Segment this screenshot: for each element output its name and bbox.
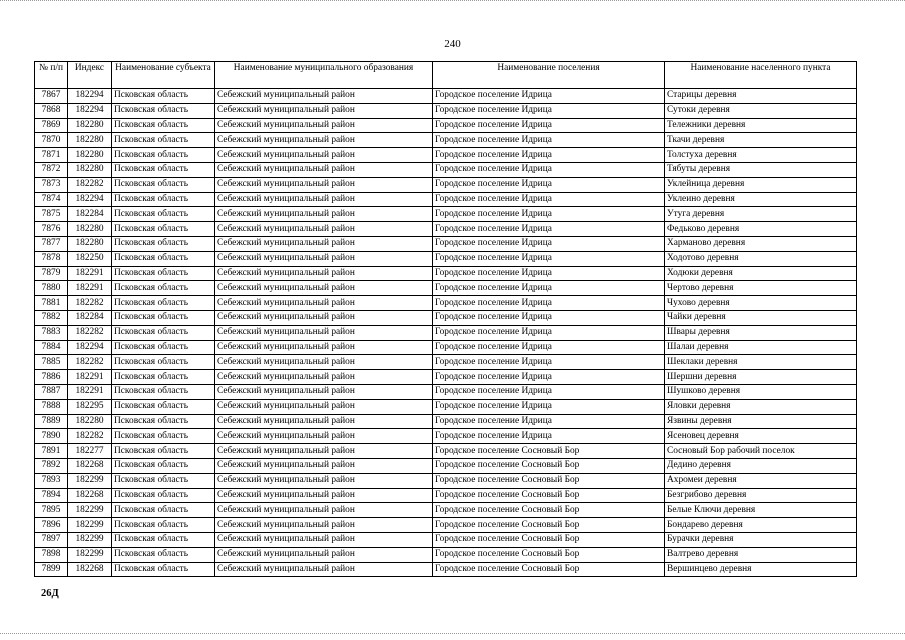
table-row — [35, 296, 857, 311]
cell-locality: Чайки деревня — [665, 310, 857, 325]
table-row — [35, 251, 857, 266]
cell-settlement: Городское поселение Идрица — [433, 340, 665, 355]
cell-settlement: Городское поселение Идрица — [433, 251, 665, 266]
table-row — [35, 562, 857, 577]
table-row — [35, 399, 857, 414]
cell-locality: Тябуты деревня — [665, 162, 857, 177]
cell-municipality: Себежский муниципальный район — [215, 503, 433, 518]
cell-subject: Псковская область — [112, 355, 215, 370]
cell-subject: Псковская область — [112, 562, 215, 577]
cell-subject: Псковская область — [112, 414, 215, 429]
cell-subject: Псковская область — [112, 473, 215, 488]
cell-municipality: Себежский муниципальный район — [215, 296, 433, 311]
cell-subject: Псковская область — [112, 429, 215, 444]
cell-municipality: Себежский муниципальный район — [215, 103, 433, 118]
cell-municipality: Себежский муниципальный район — [215, 355, 433, 370]
cell-postal-index: 182268 — [68, 562, 112, 577]
cell-row-number: 7886 — [35, 370, 68, 385]
cell-settlement: Городское поселение Сосновый Бор — [433, 458, 665, 473]
table-row — [35, 414, 857, 429]
cell-subject: Псковская область — [112, 133, 215, 148]
cell-row-number: 7892 — [35, 458, 68, 473]
cell-postal-index: 182295 — [68, 399, 112, 414]
cell-settlement: Городское поселение Идрица — [433, 148, 665, 163]
cell-municipality: Себежский муниципальный район — [215, 251, 433, 266]
cell-settlement: Городское поселение Идрица — [433, 399, 665, 414]
cell-postal-index: 182277 — [68, 444, 112, 459]
cell-row-number: 7890 — [35, 429, 68, 444]
cell-municipality: Себежский муниципальный район — [215, 89, 433, 104]
cell-municipality: Себежский муниципальный район — [215, 340, 433, 355]
cell-settlement: Городское поселение Идрица — [433, 281, 665, 296]
cell-municipality: Себежский муниципальный район — [215, 162, 433, 177]
cell-locality: Безгрибово деревня — [665, 488, 857, 503]
cell-municipality: Себежский муниципальный район — [215, 325, 433, 340]
cell-row-number: 7868 — [35, 103, 68, 118]
cell-municipality: Себежский муниципальный район — [215, 118, 433, 133]
cell-subject: Псковская область — [112, 89, 215, 104]
cell-municipality: Себежский муниципальный район — [215, 488, 433, 503]
cell-subject: Псковская область — [112, 207, 215, 222]
cell-settlement: Городское поселение Идрица — [433, 133, 665, 148]
cell-row-number: 7878 — [35, 251, 68, 266]
cell-municipality: Себежский муниципальный район — [215, 207, 433, 222]
cell-row-number: 7897 — [35, 532, 68, 547]
table-row — [35, 503, 857, 518]
cell-settlement: Городское поселение Идрица — [433, 266, 665, 281]
cell-subject: Псковская область — [112, 148, 215, 163]
cell-subject: Псковская область — [112, 340, 215, 355]
cell-locality: Бондарево деревня — [665, 518, 857, 533]
table-row — [35, 325, 857, 340]
cell-locality: Ходотово деревня — [665, 251, 857, 266]
cell-locality: Харманово деревня — [665, 236, 857, 251]
cell-row-number: 7889 — [35, 414, 68, 429]
cell-locality: Шалаи деревня — [665, 340, 857, 355]
table-row — [35, 444, 857, 459]
table-row — [35, 222, 857, 237]
cell-postal-index: 182282 — [68, 177, 112, 192]
cell-municipality: Себежский муниципальный район — [215, 532, 433, 547]
cell-municipality: Себежский муниципальный район — [215, 414, 433, 429]
cell-row-number: 7880 — [35, 281, 68, 296]
cell-settlement: Городское поселение Идрица — [433, 192, 665, 207]
cell-postal-index: 182280 — [68, 222, 112, 237]
cell-postal-index: 182294 — [68, 340, 112, 355]
cell-row-number: 7883 — [35, 325, 68, 340]
cell-settlement: Городское поселение Сосновый Бор — [433, 473, 665, 488]
cell-postal-index: 182299 — [68, 547, 112, 562]
cell-subject: Псковская область — [112, 310, 215, 325]
cell-postal-index: 182284 — [68, 207, 112, 222]
cell-municipality: Себежский муниципальный район — [215, 310, 433, 325]
cell-row-number: 7876 — [35, 222, 68, 237]
cell-municipality: Себежский муниципальный район — [215, 399, 433, 414]
table-row — [35, 370, 857, 385]
cell-subject: Псковская область — [112, 281, 215, 296]
cell-municipality: Себежский муниципальный район — [215, 444, 433, 459]
bottom-scan-border — [0, 633, 905, 637]
cell-row-number: 7874 — [35, 192, 68, 207]
cell-municipality: Себежский муниципальный район — [215, 222, 433, 237]
cell-locality: Чертово деревня — [665, 281, 857, 296]
cell-locality: Белые Ключи деревня — [665, 503, 857, 518]
cell-settlement: Городское поселение Сосновый Бор — [433, 562, 665, 577]
cell-subject: Псковская область — [112, 236, 215, 251]
table-header-row — [35, 62, 857, 89]
cell-settlement: Городское поселение Идрица — [433, 236, 665, 251]
cell-row-number: 7896 — [35, 518, 68, 533]
cell-row-number: 7887 — [35, 384, 68, 399]
cell-locality: Шершни деревня — [665, 370, 857, 385]
cell-settlement: Городское поселение Идрица — [433, 103, 665, 118]
cell-locality: Валтрево деревня — [665, 547, 857, 562]
cell-locality: Шеклаки деревня — [665, 355, 857, 370]
cell-postal-index: 182268 — [68, 488, 112, 503]
cell-postal-index: 182280 — [68, 133, 112, 148]
cell-row-number: 7898 — [35, 547, 68, 562]
cell-postal-index: 182268 — [68, 458, 112, 473]
cell-postal-index: 182294 — [68, 103, 112, 118]
cell-subject: Псковская область — [112, 444, 215, 459]
cell-row-number: 7870 — [35, 133, 68, 148]
cell-row-number: 7873 — [35, 177, 68, 192]
cell-postal-index: 182282 — [68, 296, 112, 311]
cell-settlement: Городское поселение Сосновый Бор — [433, 532, 665, 547]
table-row — [35, 547, 857, 562]
cell-subject: Псковская область — [112, 118, 215, 133]
cell-postal-index: 182282 — [68, 325, 112, 340]
table-row — [35, 340, 857, 355]
cell-locality: Дедино деревня — [665, 458, 857, 473]
cell-settlement: Городское поселение Идрица — [433, 370, 665, 385]
cell-postal-index: 182294 — [68, 192, 112, 207]
table-row — [35, 236, 857, 251]
cell-locality: Ахромеи деревня — [665, 473, 857, 488]
cell-postal-index: 182280 — [68, 118, 112, 133]
cell-municipality: Себежский муниципальный район — [215, 384, 433, 399]
header-municipality-name: Наименование муниципального образования — [215, 62, 433, 89]
cell-municipality: Себежский муниципальный район — [215, 192, 433, 207]
cell-row-number: 7877 — [35, 236, 68, 251]
cell-postal-index: 182280 — [68, 148, 112, 163]
cell-municipality: Себежский муниципальный район — [215, 562, 433, 577]
table-row — [35, 532, 857, 547]
cell-row-number: 7888 — [35, 399, 68, 414]
cell-settlement: Городское поселение Идрица — [433, 384, 665, 399]
cell-subject: Псковская область — [112, 296, 215, 311]
cell-row-number: 7869 — [35, 118, 68, 133]
table-row — [35, 266, 857, 281]
header-row-number: № п/п — [35, 62, 68, 89]
table-row — [35, 103, 857, 118]
cell-row-number: 7899 — [35, 562, 68, 577]
cell-subject: Псковская область — [112, 162, 215, 177]
cell-postal-index: 182291 — [68, 384, 112, 399]
cell-postal-index: 182291 — [68, 370, 112, 385]
cell-row-number: 7871 — [35, 148, 68, 163]
page-number: 240 — [444, 38, 461, 50]
cell-locality: Вершинцево деревня — [665, 562, 857, 577]
header-postal-index: Индекс — [68, 62, 112, 89]
cell-postal-index: 182299 — [68, 503, 112, 518]
cell-subject: Псковская область — [112, 222, 215, 237]
cell-subject: Псковская область — [112, 399, 215, 414]
cell-locality: Язвины деревня — [665, 414, 857, 429]
cell-locality: Ткачи деревня — [665, 133, 857, 148]
cell-settlement: Городское поселение Идрица — [433, 355, 665, 370]
cell-settlement: Городское поселение Сосновый Бор — [433, 547, 665, 562]
table-row — [35, 162, 857, 177]
cell-subject: Псковская область — [112, 503, 215, 518]
cell-municipality: Себежский муниципальный район — [215, 133, 433, 148]
cell-postal-index: 182280 — [68, 414, 112, 429]
cell-municipality: Себежский муниципальный район — [215, 236, 433, 251]
cell-settlement: Городское поселение Идрица — [433, 162, 665, 177]
cell-locality: Старицы деревня — [665, 89, 857, 104]
cell-row-number: 7867 — [35, 89, 68, 104]
cell-locality: Сутоки деревня — [665, 103, 857, 118]
cell-locality: Толстуха деревня — [665, 148, 857, 163]
table-row — [35, 192, 857, 207]
cell-settlement: Городское поселение Идрица — [433, 310, 665, 325]
cell-subject: Псковская область — [112, 518, 215, 533]
cell-municipality: Себежский муниципальный район — [215, 281, 433, 296]
cell-postal-index: 182280 — [68, 236, 112, 251]
cell-subject: Псковская область — [112, 370, 215, 385]
cell-row-number: 7891 — [35, 444, 68, 459]
cell-municipality: Себежский муниципальный район — [215, 148, 433, 163]
cell-municipality: Себежский муниципальный район — [215, 177, 433, 192]
cell-row-number: 7885 — [35, 355, 68, 370]
cell-row-number: 7894 — [35, 488, 68, 503]
cell-municipality: Себежский муниципальный район — [215, 458, 433, 473]
cell-row-number: 7893 — [35, 473, 68, 488]
cell-postal-index: 182250 — [68, 251, 112, 266]
cell-settlement: Городское поселение Сосновый Бор — [433, 503, 665, 518]
cell-subject: Псковская область — [112, 251, 215, 266]
cell-subject: Псковская область — [112, 266, 215, 281]
cell-settlement: Городское поселение Идрица — [433, 325, 665, 340]
cell-subject: Псковская область — [112, 384, 215, 399]
table-row — [35, 133, 857, 148]
table-row — [35, 118, 857, 133]
table-row — [35, 473, 857, 488]
cell-postal-index: 182291 — [68, 266, 112, 281]
cell-postal-index: 182294 — [68, 89, 112, 104]
cell-locality: Яловки деревня — [665, 399, 857, 414]
cell-settlement: Городское поселение Идрица — [433, 207, 665, 222]
cell-postal-index: 182299 — [68, 532, 112, 547]
table-row — [35, 177, 857, 192]
table-row — [35, 310, 857, 325]
cell-settlement: Городское поселение Идрица — [433, 414, 665, 429]
settlements-table — [34, 61, 857, 577]
cell-subject: Псковская область — [112, 532, 215, 547]
header-settlement-name: Наименование поселения — [433, 62, 665, 89]
header-subject-name: Наименование субъекта — [112, 62, 215, 89]
cell-row-number: 7881 — [35, 296, 68, 311]
cell-settlement: Городское поселение Идрица — [433, 118, 665, 133]
table-row — [35, 429, 857, 444]
cell-locality: Швары деревня — [665, 325, 857, 340]
cell-postal-index: 182282 — [68, 429, 112, 444]
cell-subject: Псковская область — [112, 103, 215, 118]
cell-settlement: Городское поселение Идрица — [433, 429, 665, 444]
cell-locality: Утуга деревня — [665, 207, 857, 222]
cell-row-number: 7872 — [35, 162, 68, 177]
cell-municipality: Себежский муниципальный район — [215, 518, 433, 533]
cell-postal-index: 182282 — [68, 355, 112, 370]
cell-settlement: Городское поселение Идрица — [433, 177, 665, 192]
cell-municipality: Себежский муниципальный район — [215, 473, 433, 488]
table-row — [35, 488, 857, 503]
header-locality-name: Наименование населенного пункта — [665, 62, 857, 89]
cell-locality: Чухово деревня — [665, 296, 857, 311]
cell-locality: Бурачки деревня — [665, 532, 857, 547]
cell-settlement: Городское поселение Идрица — [433, 222, 665, 237]
cell-settlement: Городское поселение Сосновый Бор — [433, 444, 665, 459]
top-scan-border — [0, 0, 905, 4]
table-row — [35, 207, 857, 222]
cell-settlement: Городское поселение Сосновый Бор — [433, 488, 665, 503]
cell-locality: Федьково деревня — [665, 222, 857, 237]
cell-municipality: Себежский муниципальный район — [215, 370, 433, 385]
cell-postal-index: 182284 — [68, 310, 112, 325]
cell-row-number: 7875 — [35, 207, 68, 222]
cell-subject: Псковская область — [112, 547, 215, 562]
cell-postal-index: 182299 — [68, 473, 112, 488]
table-body — [35, 89, 857, 577]
cell-locality: Уклеино деревня — [665, 192, 857, 207]
cell-subject: Псковская область — [112, 458, 215, 473]
cell-postal-index: 182291 — [68, 281, 112, 296]
cell-municipality: Себежский муниципальный район — [215, 547, 433, 562]
cell-locality: Тележники деревня — [665, 118, 857, 133]
cell-settlement: Городское поселение Сосновый Бор — [433, 518, 665, 533]
cell-postal-index: 182280 — [68, 162, 112, 177]
cell-row-number: 7895 — [35, 503, 68, 518]
table-row — [35, 281, 857, 296]
cell-row-number: 7882 — [35, 310, 68, 325]
footer-code: 26Д — [41, 588, 59, 599]
cell-municipality: Себежский муниципальный район — [215, 429, 433, 444]
cell-row-number: 7884 — [35, 340, 68, 355]
cell-locality: Сосновый Бор рабочий поселок — [665, 444, 857, 459]
cell-subject: Псковская область — [112, 192, 215, 207]
cell-locality: Ясеновец деревня — [665, 429, 857, 444]
cell-subject: Псковская область — [112, 325, 215, 340]
table-row — [35, 148, 857, 163]
cell-row-number: 7879 — [35, 266, 68, 281]
table-row — [35, 518, 857, 533]
cell-subject: Псковская область — [112, 488, 215, 503]
cell-locality: Ходюки деревня — [665, 266, 857, 281]
table-row — [35, 384, 857, 399]
cell-subject: Псковская область — [112, 177, 215, 192]
cell-settlement: Городское поселение Идрица — [433, 296, 665, 311]
table-row — [35, 458, 857, 473]
cell-municipality: Себежский муниципальный район — [215, 266, 433, 281]
cell-settlement: Городское поселение Идрица — [433, 89, 665, 104]
cell-postal-index: 182299 — [68, 518, 112, 533]
cell-locality: Уклейница деревня — [665, 177, 857, 192]
table-row — [35, 355, 857, 370]
table-row — [35, 89, 857, 104]
cell-locality: Шушково деревня — [665, 384, 857, 399]
